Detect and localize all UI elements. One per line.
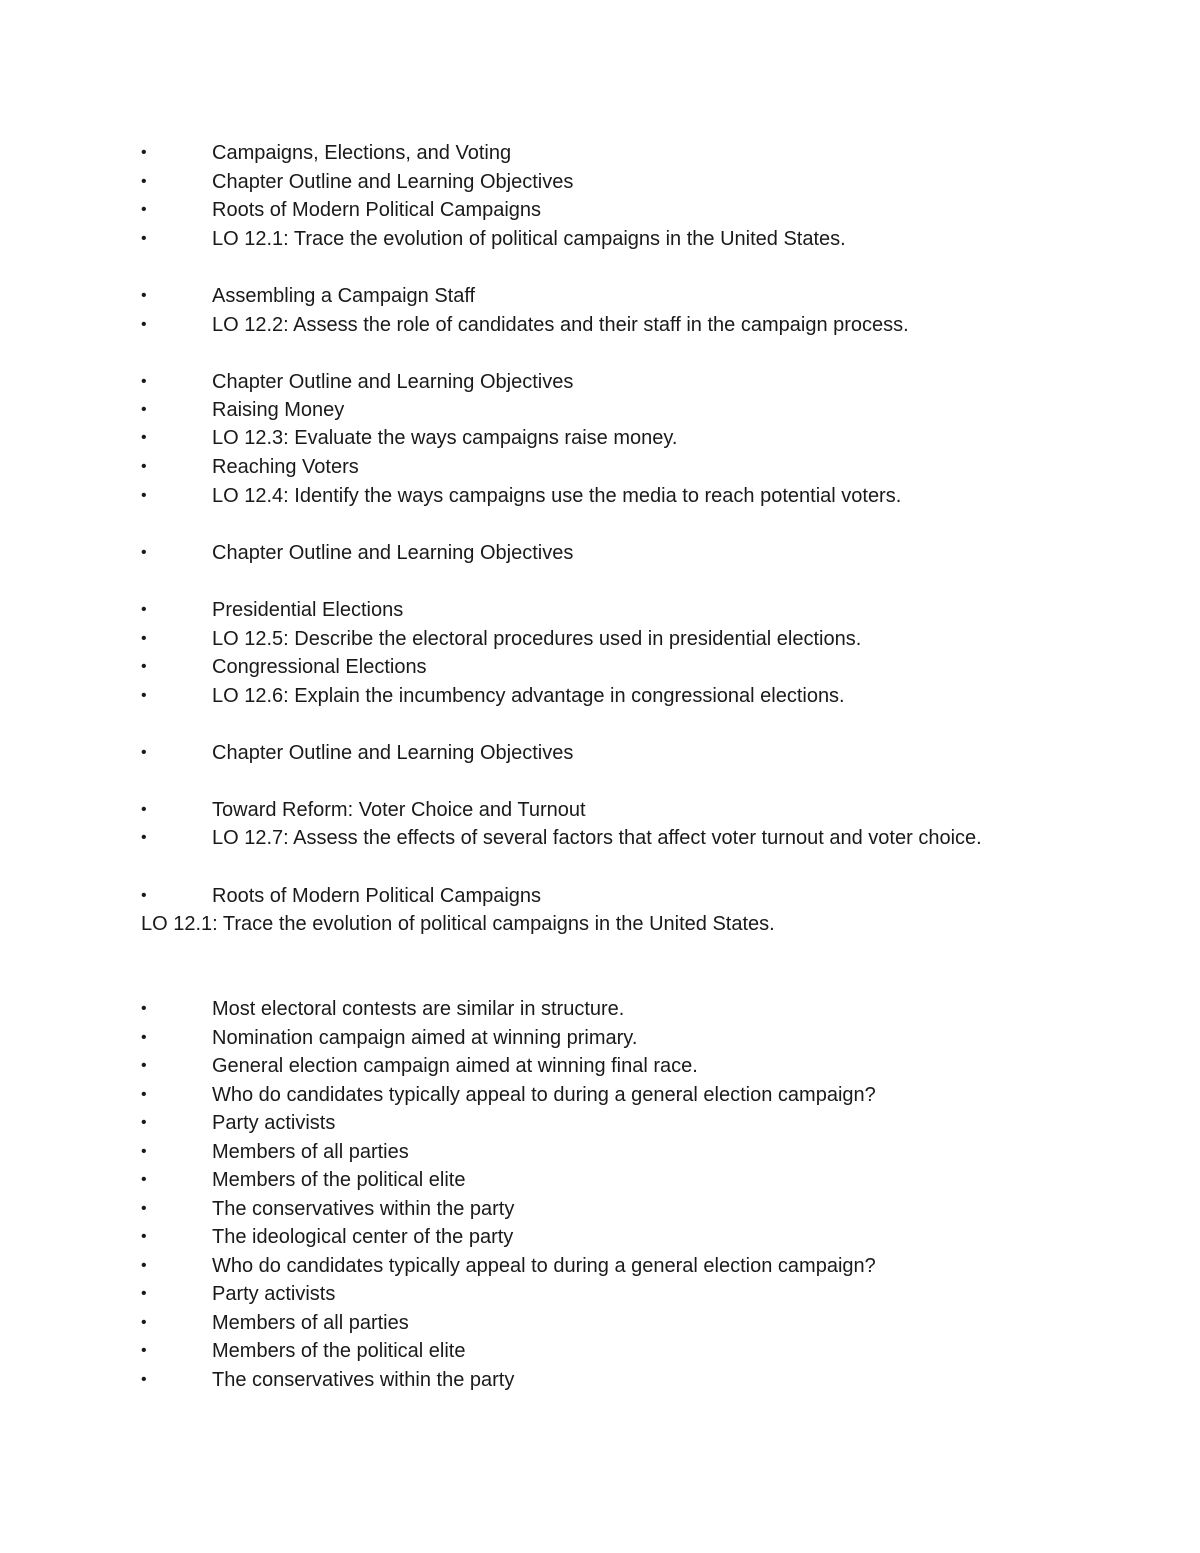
bullet-marker: •: [141, 1314, 147, 1331]
bullet-marker: •: [141, 1000, 147, 1017]
bullet-item: [0, 1109, 1200, 1137]
bullet-marker: •: [141, 601, 147, 618]
line-text: LO 12.5: Describe the electoral procedures used in presidential elections.: [212, 628, 862, 650]
bullet-item: [0, 482, 1200, 510]
bullet-item: [0, 1252, 1200, 1280]
line-text: Roots of Modern Political Campaigns: [212, 885, 542, 907]
bullet-item: [0, 1166, 1200, 1194]
bullet-item: [0, 368, 1200, 396]
bullet-item: [0, 1081, 1200, 1109]
paragraph-line: [0, 910, 1200, 938]
bullet-marker: •: [141, 1029, 147, 1046]
bullet-item: [0, 1138, 1200, 1166]
bullet-item: [0, 311, 1200, 339]
line-text: Who do candidates typically appeal to during a general election campaign?: [212, 1084, 876, 1106]
bullet-marker: •: [141, 1228, 147, 1245]
bullet-item: [0, 396, 1200, 424]
bullet-marker: •: [141, 230, 147, 247]
line-text: Nomination campaign aimed at winning primary.: [212, 1027, 638, 1049]
line-text: General election campaign aimed at winning final race.: [212, 1055, 698, 1077]
bullet-marker: •: [141, 630, 147, 647]
bullet-marker: •: [141, 144, 147, 161]
bullet-marker: •: [141, 1057, 147, 1074]
bullet-item: [0, 739, 1200, 767]
bullet-marker: •: [141, 287, 147, 304]
line-text: Members of all parties: [212, 1312, 409, 1334]
line-text: Members of the political elite: [212, 1340, 466, 1362]
bullet-item: [0, 995, 1200, 1023]
line-text: Raising Money: [212, 399, 345, 421]
line-text: Members of the political elite: [212, 1169, 466, 1191]
line-text: Party activists: [212, 1283, 336, 1305]
line-text: Chapter Outline and Learning Objectives: [212, 742, 574, 764]
line-text: Who do candidates typically appeal to during a general election campaign?: [212, 1255, 876, 1277]
bullet-item: [0, 1024, 1200, 1052]
line-text: Most electoral contests are similar in structure.: [212, 998, 625, 1020]
bullet-item: [0, 1309, 1200, 1337]
bullet-item: [0, 453, 1200, 481]
bullet-marker: •: [141, 316, 147, 333]
bullet-marker: •: [141, 801, 147, 818]
line-text: Chapter Outline and Learning Objectives: [212, 371, 574, 393]
bullet-marker: •: [141, 829, 147, 846]
bullet-item: [0, 882, 1200, 910]
bullet-marker: •: [141, 1114, 147, 1131]
line-text: Congressional Elections: [212, 656, 427, 678]
line-text: Toward Reform: Voter Choice and Turnout: [212, 799, 586, 821]
bullet-marker: •: [141, 687, 147, 704]
bullet-item: [0, 1195, 1200, 1223]
bullet-marker: •: [141, 1086, 147, 1103]
bullet-marker: •: [141, 1143, 147, 1160]
bullet-item: [0, 225, 1200, 253]
bullet-marker: •: [141, 544, 147, 561]
line-text: The conservatives within the party: [212, 1198, 515, 1220]
bullet-marker: •: [141, 173, 147, 190]
bullet-item: [0, 282, 1200, 310]
bullet-item: [0, 1052, 1200, 1080]
bullet-marker: •: [141, 401, 147, 418]
bullet-marker: •: [141, 1257, 147, 1274]
bullet-item: [0, 796, 1200, 824]
bullet-item: [0, 424, 1200, 452]
bullet-marker: •: [141, 458, 147, 475]
bullet-item: [0, 168, 1200, 196]
bullet-item: [0, 139, 1200, 167]
line-text: Chapter Outline and Learning Objectives: [212, 171, 574, 193]
line-text: LO 12.6: Explain the incumbency advantage in congressional elections.: [212, 685, 845, 707]
bullet-item: [0, 1223, 1200, 1251]
bullet-marker: •: [141, 373, 147, 390]
line-text: Campaigns, Elections, and Voting: [212, 142, 512, 164]
line-text: Members of all parties: [212, 1141, 409, 1163]
line-text: Presidential Elections: [212, 599, 404, 621]
bullet-marker: •: [141, 201, 147, 218]
bullet-marker: •: [141, 487, 147, 504]
line-text: LO 12.7: Assess the effects of several factors that affect voter turnout and voter choice.: [212, 827, 982, 849]
bullet-marker: •: [141, 887, 147, 904]
bullet-item: [0, 1366, 1200, 1394]
bullet-item: [0, 1337, 1200, 1365]
line-text: Chapter Outline and Learning Objectives: [212, 542, 574, 564]
bullet-item: [0, 1280, 1200, 1308]
line-text: LO 12.2: Assess the role of candidates and their staff in the campaign process.: [212, 314, 909, 336]
line-text: Party activists: [212, 1112, 336, 1134]
bullet-marker: •: [141, 1342, 147, 1359]
bullet-item: [0, 625, 1200, 653]
line-text: LO 12.1: Trace the evolution of political campaigns in the United States.: [141, 913, 775, 935]
bullet-marker: •: [141, 744, 147, 761]
line-text: Assembling a Campaign Staff: [212, 285, 476, 307]
line-text: LO 12.4: Identify the ways campaigns use the media to reach potential voters.: [212, 485, 902, 507]
line-text: The conservatives within the party: [212, 1369, 515, 1391]
line-text: LO 12.3: Evaluate the ways campaigns raise money.: [212, 427, 678, 449]
line-text: Reaching Voters: [212, 456, 359, 478]
line-text: LO 12.1: Trace the evolution of political campaigns in the United States.: [212, 228, 846, 250]
bullet-item: [0, 539, 1200, 567]
bullet-marker: •: [141, 429, 147, 446]
bullet-item: [0, 596, 1200, 624]
bullet-item: [0, 682, 1200, 710]
bullet-item: [0, 196, 1200, 224]
bullet-marker: •: [141, 1285, 147, 1302]
bullet-item: [0, 824, 1200, 852]
line-text: Roots of Modern Political Campaigns: [212, 199, 542, 221]
line-text: The ideological center of the party: [212, 1226, 514, 1248]
bullet-marker: •: [141, 1371, 147, 1388]
bullet-marker: •: [141, 658, 147, 675]
bullet-marker: •: [141, 1200, 147, 1217]
bullet-marker: •: [141, 1171, 147, 1188]
bullet-item: [0, 653, 1200, 681]
